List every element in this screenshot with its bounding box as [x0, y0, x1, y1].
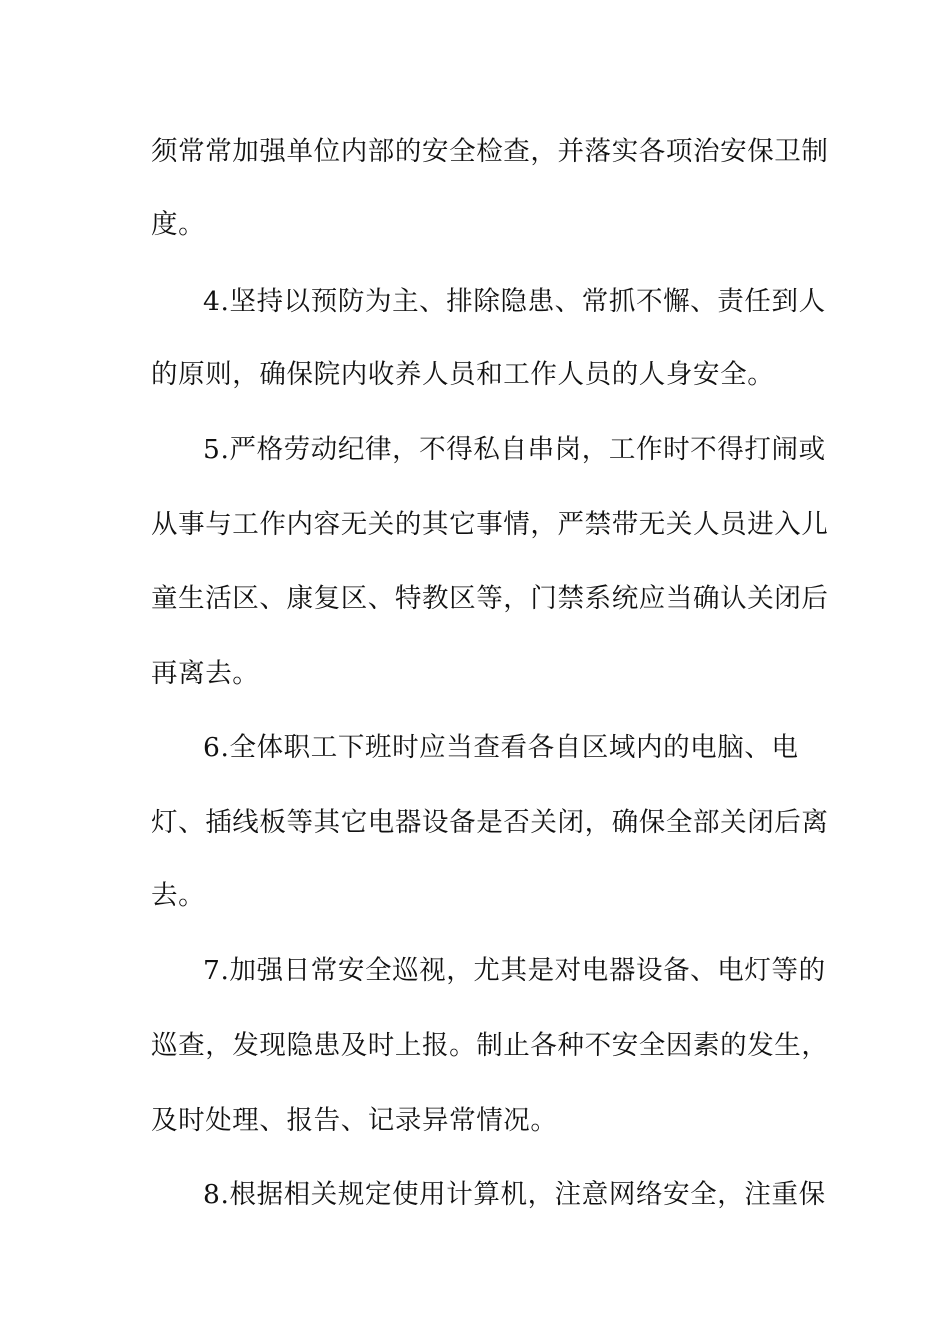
paragraph-line: 灯、插线板等其它电器设备是否关闭，确保全部关闭后离: [151, 807, 829, 838]
paragraph-line: 的原则，确保院内收养人员和工作人员的人身安全。: [151, 359, 775, 390]
paragraph-line: 6.全体职工下班时应当查看各自区域内的电脑、电: [203, 732, 799, 763]
paragraph-line: 巡查，发现隐患及时上报。制止各种不安全因素的发生，: [151, 1030, 829, 1061]
paragraph-line: 度。: [151, 209, 206, 240]
paragraph-line: 童生活区、康复区、特教区等，门禁系统应当确认关闭后: [151, 583, 829, 614]
paragraph-line: 须常常加强单位内部的安全检查，并落实各项治安保卫制: [151, 136, 829, 167]
paragraph-line: 7.加强日常安全巡视，尤其是对电器设备、电灯等的: [203, 955, 826, 986]
paragraph-line: 4.坚持以预防为主、排除隐患、常抓不懈、责任到人: [203, 286, 826, 317]
paragraph-line: 5.严格劳动纪律，不得私自串岗，工作时不得打闹或: [203, 434, 826, 465]
paragraph-line: 及时处理、报告、记录异常情况。: [151, 1105, 558, 1136]
paragraph-line: 再离去。: [151, 658, 260, 689]
paragraph-line: 8.根据相关规定使用计算机，注意网络安全，注重保: [203, 1179, 826, 1210]
paragraph-line: 从事与工作内容无关的其它事情，严禁带无关人员进入儿: [151, 509, 829, 540]
paragraph-line: 去。: [151, 880, 206, 911]
